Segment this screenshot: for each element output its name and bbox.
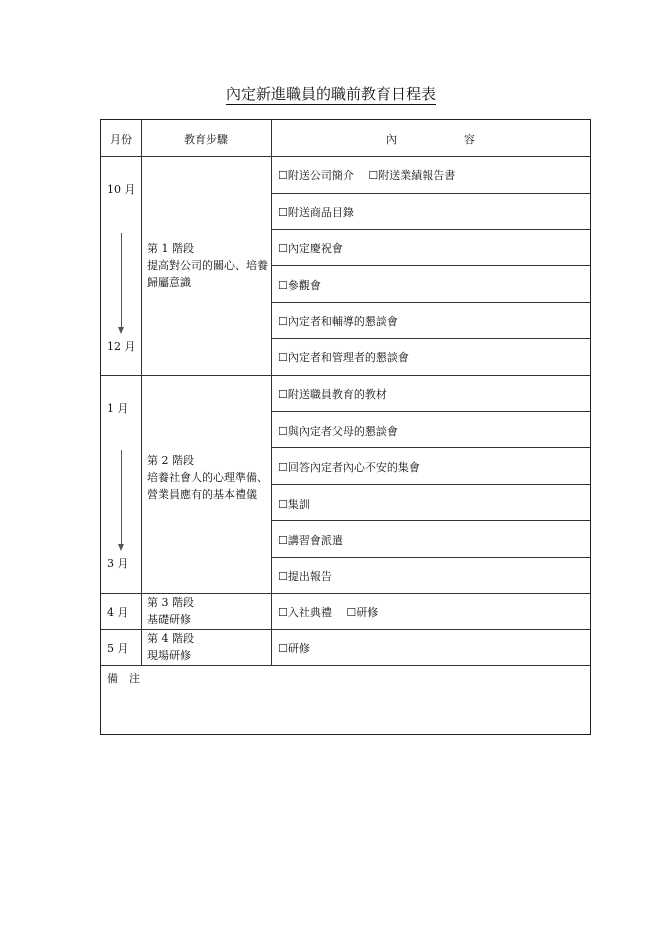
content-item: ☐內定者和管理者的懇談會 [278, 351, 409, 364]
content-item: ☐回答內定者內心不安的集會 [278, 461, 420, 474]
content-item: ☐參觀會 [278, 279, 321, 292]
month-label: 4 月 [107, 606, 129, 619]
header-steps: 教育步驟 [184, 133, 228, 146]
stage-desc: 提高對公司的關心、培養歸屬意識 [147, 259, 268, 289]
stage-desc: 培養社會人的心理準備、營業員應有的基本禮儀 [147, 471, 268, 501]
content-item: ☐與內定者父母的懇談會 [278, 425, 398, 438]
period-arrow [121, 450, 122, 546]
month-start: 10 月 [107, 183, 136, 196]
content-item: ☐集訓 [278, 498, 310, 511]
column-divider [141, 120, 142, 666]
content-item: ☐附送職員教育的教材 [278, 388, 387, 401]
stage-desc: 現場研修 [147, 649, 191, 662]
stage-label: 第 1 階段 [147, 242, 194, 255]
stage-label: 第 3 階段 [147, 596, 194, 609]
arrow-head [118, 327, 124, 334]
content-item: ☐內定慶祝會 [278, 242, 343, 255]
content-item: ☐講習會派遣 [278, 534, 343, 547]
content-item: ☐附送商品目錄 [278, 206, 354, 219]
row-divider [101, 156, 590, 157]
content-row-divider [271, 520, 590, 521]
column-divider [271, 120, 272, 666]
schedule-table [100, 119, 591, 735]
month-end: 12 月 [107, 340, 136, 353]
content-item: ☐提出報告 [278, 570, 332, 583]
content-item: ☐研修 [278, 642, 310, 655]
arrow-head [118, 544, 124, 551]
row-divider [101, 375, 590, 376]
month-end: 3 月 [107, 557, 129, 570]
month-start: 1 月 [107, 402, 129, 415]
stage-cell [147, 630, 268, 664]
header-content-b: 容 [464, 133, 475, 146]
page-title: 內定新進職員的職前教育日程表 [225, 85, 436, 103]
stage-label: 第 2 階段 [147, 454, 194, 467]
stage-label: 第 4 階段 [147, 632, 194, 645]
month-label: 5 月 [107, 642, 129, 655]
period-arrow [121, 233, 122, 329]
content-row-divider [271, 484, 590, 485]
content-row-divider [271, 447, 590, 448]
content-row-divider [271, 411, 590, 412]
stage-desc: 基礎研修 [147, 613, 191, 626]
header-month: 月份 [110, 133, 132, 146]
stage-cell [147, 594, 268, 628]
content-row-divider [271, 557, 590, 558]
content-item: ☐內定者和輔導的懇談會 [278, 315, 398, 328]
stage-cell [147, 240, 268, 291]
content-item: ☐入社典禮 ☐研修 [278, 606, 379, 619]
content-row-divider [271, 338, 590, 339]
content-row-divider [271, 302, 590, 303]
content-item: ☐附送公司簡介 ☐附送業績報告書 [278, 169, 456, 182]
content-row-divider [271, 193, 590, 194]
row-divider [101, 665, 590, 666]
content-row-divider [271, 229, 590, 230]
remarks-label: 備 注 [107, 672, 140, 685]
stage-cell [147, 452, 268, 503]
header-content-a: 內 [386, 133, 397, 146]
content-row-divider [271, 265, 590, 266]
